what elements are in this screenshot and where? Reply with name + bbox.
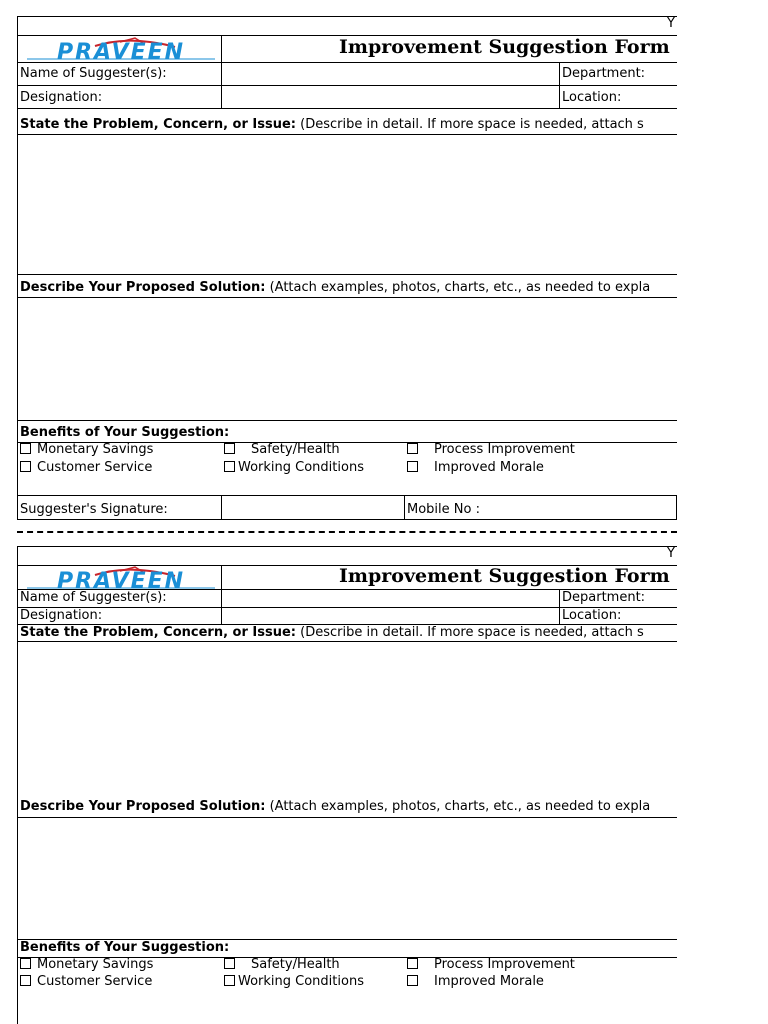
brand-logo <box>25 566 217 590</box>
rule <box>404 495 405 519</box>
rule <box>17 817 677 818</box>
corner-text: Y <box>667 16 675 31</box>
benefit-safety[interactable] <box>224 957 340 972</box>
benefit-label: Monetary Savings <box>37 957 154 972</box>
rule <box>676 495 677 519</box>
designation-label: Designation: <box>20 608 103 623</box>
checkbox-icon[interactable] <box>20 443 31 454</box>
benefit-process[interactable] <box>407 957 575 972</box>
designation-field[interactable] <box>222 608 559 624</box>
cut-line <box>17 531 677 533</box>
problem-instructions: (Describe in detail. If more space is needed, attach s <box>296 117 644 132</box>
checkbox-icon[interactable] <box>224 443 235 454</box>
benefit-label: Customer Service <box>37 974 153 989</box>
benefit-customer[interactable] <box>20 460 152 475</box>
benefit-morale[interactable] <box>407 974 544 989</box>
checkbox-icon[interactable] <box>407 975 418 986</box>
rule <box>17 134 677 135</box>
benefit-label: Improved Morale <box>434 974 544 989</box>
name-label: Name of Suggester(s): <box>20 66 167 81</box>
rule <box>17 546 677 547</box>
benefit-label: Safety/Health <box>251 957 340 972</box>
rule <box>17 297 677 298</box>
solution-heading: Describe Your Proposed Solution: <box>20 799 266 814</box>
benefit-morale[interactable] <box>407 460 544 475</box>
form-title: Improvement Suggestion Form <box>339 565 670 587</box>
designation-field[interactable] <box>222 86 559 108</box>
solution-instructions: (Attach examples, photos, charts, etc., as needed to expla <box>265 799 651 814</box>
suggestion-form-2 <box>17 530 677 989</box>
checkbox-icon[interactable] <box>224 461 235 472</box>
rule <box>17 108 677 109</box>
benefit-label: Customer Service <box>37 460 153 475</box>
problem-label <box>20 625 644 640</box>
benefit-working[interactable] <box>224 974 364 989</box>
form-title: Improvement Suggestion Form <box>339 36 670 58</box>
suggestion-form-1 <box>17 0 677 517</box>
solution-instructions: (Attach examples, photos, charts, etc., as needed to expla <box>265 280 651 295</box>
mobile-field[interactable] <box>487 496 675 518</box>
brand-logo-text: PRAVEEN <box>56 569 186 590</box>
benefits-label: Benefits of Your Suggestion: <box>20 940 230 955</box>
checkbox-icon[interactable] <box>20 461 31 472</box>
benefit-process[interactable] <box>407 442 575 457</box>
checkbox-icon[interactable] <box>407 443 418 454</box>
benefit-working[interactable] <box>224 460 364 475</box>
checkbox-icon[interactable] <box>407 461 418 472</box>
solution-textarea[interactable] <box>19 819 675 937</box>
location-label: Location: <box>562 90 622 105</box>
benefit-label: Monetary Savings <box>37 442 154 457</box>
checkbox-icon[interactable] <box>20 975 31 986</box>
problem-heading: State the Problem, Concern, or Issue: <box>20 625 297 640</box>
benefits-label: Benefits of Your Suggestion: <box>20 425 230 440</box>
checkbox-icon[interactable] <box>224 958 235 969</box>
rule <box>17 420 677 421</box>
benefit-customer[interactable] <box>20 974 152 989</box>
benefit-safety[interactable] <box>224 442 340 457</box>
signature-label: Suggester's Signature: <box>20 502 168 517</box>
name-field[interactable] <box>222 63 559 85</box>
rule <box>17 274 677 275</box>
solution-textarea[interactable] <box>19 299 675 419</box>
problem-instructions: (Describe in detail. If more space is needed, attach s <box>296 625 644 640</box>
problem-heading: State the Problem, Concern, or Issue: <box>20 117 297 132</box>
benefit-label: Working Conditions <box>238 974 364 989</box>
benefit-label: Working Conditions <box>238 460 364 475</box>
solution-heading: Describe Your Proposed Solution: <box>20 280 266 295</box>
department-label: Department: <box>562 66 646 81</box>
checkbox-icon[interactable] <box>407 958 418 969</box>
designation-label: Designation: <box>20 90 103 105</box>
rule <box>17 546 18 1024</box>
mobile-label: Mobile No : <box>407 502 480 517</box>
benefit-monetary[interactable] <box>20 957 153 972</box>
checkbox-icon[interactable] <box>20 958 31 969</box>
solution-label <box>20 280 650 295</box>
rule <box>17 519 677 520</box>
name-field[interactable] <box>222 590 559 606</box>
problem-textarea[interactable] <box>19 136 675 272</box>
name-label: Name of Suggester(s): <box>20 590 167 605</box>
brand-logo <box>25 37 217 61</box>
benefit-label: Improved Morale <box>434 460 544 475</box>
rule <box>17 641 677 642</box>
corner-text: Y <box>667 546 675 561</box>
benefit-label: Process Improvement <box>434 442 575 457</box>
benefit-monetary[interactable] <box>20 442 153 457</box>
problem-label <box>20 117 644 132</box>
solution-label <box>20 799 650 814</box>
problem-textarea[interactable] <box>19 643 675 795</box>
brand-logo-text: PRAVEEN <box>56 40 186 61</box>
location-label: Location: <box>562 608 622 623</box>
benefit-label: Process Improvement <box>434 957 575 972</box>
rule <box>17 16 677 17</box>
signature-field[interactable] <box>222 496 404 518</box>
benefit-label: Safety/Health <box>251 442 340 457</box>
rule <box>17 16 18 519</box>
checkbox-icon[interactable] <box>224 975 235 986</box>
department-label: Department: <box>562 590 646 605</box>
